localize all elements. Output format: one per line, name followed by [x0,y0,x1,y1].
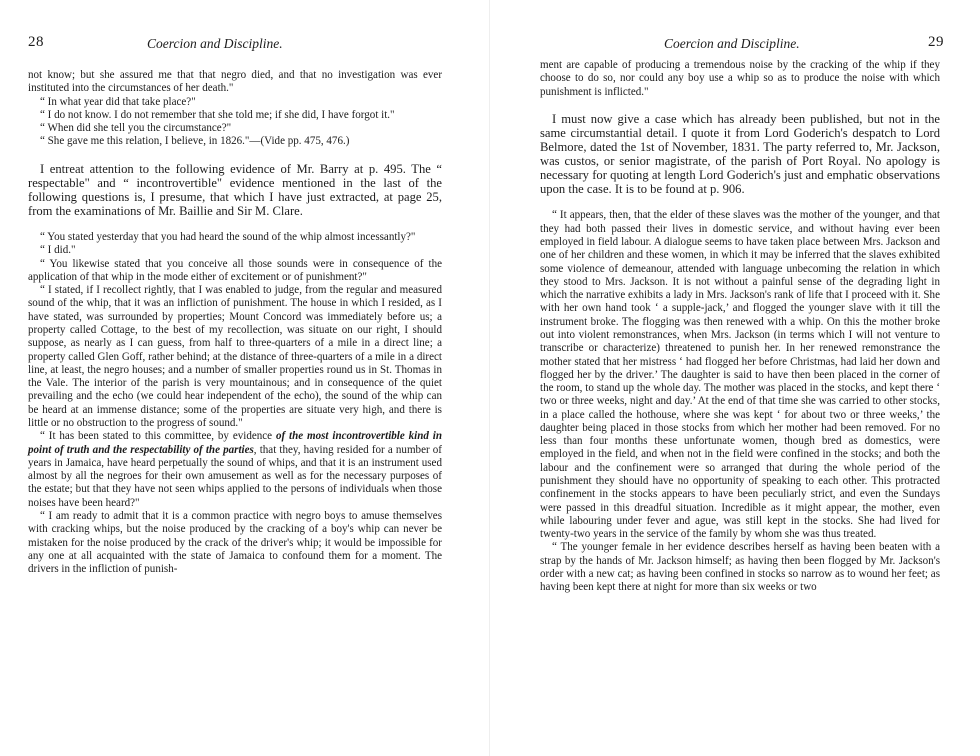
paragraph: I must now give a case which has already been published, but not in the same circumstantial detail. I quote it from Lord Goderich's despatch to Lord Belmore, dated the 1st of November, 1831. The party referred to, Mr. Jackson, was custos, or senior magistrate, of the parish of Port Royal. No apology is necessary for quoting at length Lord Goderich's just and emphatic observations upon the case. It is to be found at p. 906. [540,111,940,197]
page-number: 28 [28,34,44,50]
running-head: Coercion and Discipline. [147,36,283,51]
quote-rest: , that they, having resided for a number of years in Jamaica, have heard perpetually the sound of whips, and that it is an instrument used almost by all the negroes for their own amusement as well as for the necessary purposes of the estate; but that they have not seen whips applied to the persons of individuals when those noises have been heard?" [28,443,442,509]
emphasis: of the most incontrovertible kind in point of truth and the respectability of the parties [28,430,442,456]
right-page [490,0,980,756]
paragraph: “ I am ready to admit that it is a common practice with negro boys to amuse themselves with cracking whips, but the noise produced by the cracking of a boy's whip can never be mistaken for the noise produced by the crack of the driver's whip; it would be impossible for any one at all acquainted with the state of Jamaica to confound them for a moment. The drivers in the infliction of punish- [28,509,442,576]
paragraph: “ When did she tell you the circumstance?" [40,122,232,135]
paragraph: “ You stated yesterday that you had heard the sound of the whip almost incessantly?" [40,231,416,244]
page-number: 29 [928,34,944,50]
paragraph: “ The younger female in her evidence describes herself as having been beaten with a strap by the hands of Mr. Jackson himself; as having then been flogged by Mr. Jackson's order with a new cat; as having been confined in stocks so narrow as to wound her feet; as having been kept there at night for more than six weeks or two [540,541,940,594]
paragraph: “ You likewise stated that you conceive all those sounds were in consequence of the application of that whip in the mode either of excitement or of punishment?" [28,257,442,283]
paragraph: ment are capable of producing a tremendous noise by the cracking of the whip if they choose to do so, nor could any boy use a whip so as to produce the noise with which punishment is inflicted." [540,59,940,98]
quote-lead: “ It has been stated to this committee, by evidence [40,430,276,443]
paragraph: “ I did." [40,244,76,257]
text-column [28,69,442,576]
paragraph: “ I do not know. I do not remember that she told me; if she did, I have forgot it." [40,108,395,121]
paragraph: “ I stated, if I recollect rightly, that I was enabled to judge, from the regular and measured sound of the whip, that it was an infliction of punishment. The house in which I resided, as I have stated, was surrounded by properties; Mount Concord was immediately before us; a property called Cottage, to the best of my recollection, was situate on our right, I should suppose, as nearly as I can guess, from half to three-quarters of a mile in a direct line; a property called Glen Goff, rather behind; at the distance of three-quarters of a mile in a direct line, at least, the negro houses; and a number of smaller properties round us in St. Thomas in the Vale. The interior of the parish is very mountainous; and in consequence of the quiet prevailing and the echo (we could hear independent of the echo), the sound of the whip can be heard at an immense distance; some of the properties are situate very high, and there is little or no obstruction to the progress of sound." [28,284,442,429]
paragraph: I entreat attention to the following evidence of Mr. Barry at p. 495. The “ respectable" and “ incontrovertible" evidence mentioned in the last of the following questions is, I presume, that which I have just extracted, at page 25, from the examinations of Mr. Baillie and Sir M. Clare. [28,161,442,218]
paragraph [28,430,442,510]
text-column [540,59,940,595]
paragraph: “ It appears, then, that the elder of these slaves was the mother of the younger, and that they had both passed their lives in domestic service, and without having ever been employed in field labour. A dialogue seems to have taken place between Mrs. Jackson and one of her children and these women, in which it may be inferred that the slaves exhibited some violence of demeanour, attended with language unbecoming the relation in which they stood to Mrs. Jackson. It is not without a painful sense of the degrading light in which the narrative exhibits a lady in Mrs. Jackson's rank of life that I proceed with it. She with her own hand took ‘ a supple-jack,’ and flogged the younger slave with it till the instrument broke. The flogging was then renewed with a whip. On this the mother broke out into violent remonstrances, when Mrs. Jackson (in terms which I will not venture to transcribe or characterize) threatened to punish her. In her renewed remonstrance the mother stated that her mistress ‘ had flogged her before Christmas, had laid her down and flogged her by the driver.’ The daughter is said to have then been placed in the corner of the room, to stand up the whole day. The mother was placed in the stocks, and kept there ‘ two or three weeks, night and day.’ At the end of that time she was carried to other stocks, in a place called the hothouse, where she was kept ‘ for about two or three weeks,’ the daughter being placed in those stocks from which her mother had been removed. For no less than four months these unfortunate women, though bred as domestics, were employed in the field, and when not in the field were confined in the stocks; and both the labour and the confinement were so arranged that during the whole period of the punishment they should have no opportunity of speaking to each other. This protracted confinement in the stocks appears to have been peculiarly strict, and even the Sundays were passed in this dreadful situation. Incredible as it might appear, the mother, even while labouring under fever and ague, was still kept in the stocks. She had lived for twenty-two years in the service of the family by whom she was thus treated. [540,209,940,541]
paragraph: “ In what year did that take place?" [40,95,196,108]
paragraph: “ She gave me this relation, I believe, in 1826."—(Vide pp. 475, 476.) [40,135,350,148]
running-head: Coercion and Discipline. [664,36,800,51]
paragraph: not know; but she assured me that that negro died, and that no investigation was ever instituted into the circumstances of her death." [28,69,442,95]
